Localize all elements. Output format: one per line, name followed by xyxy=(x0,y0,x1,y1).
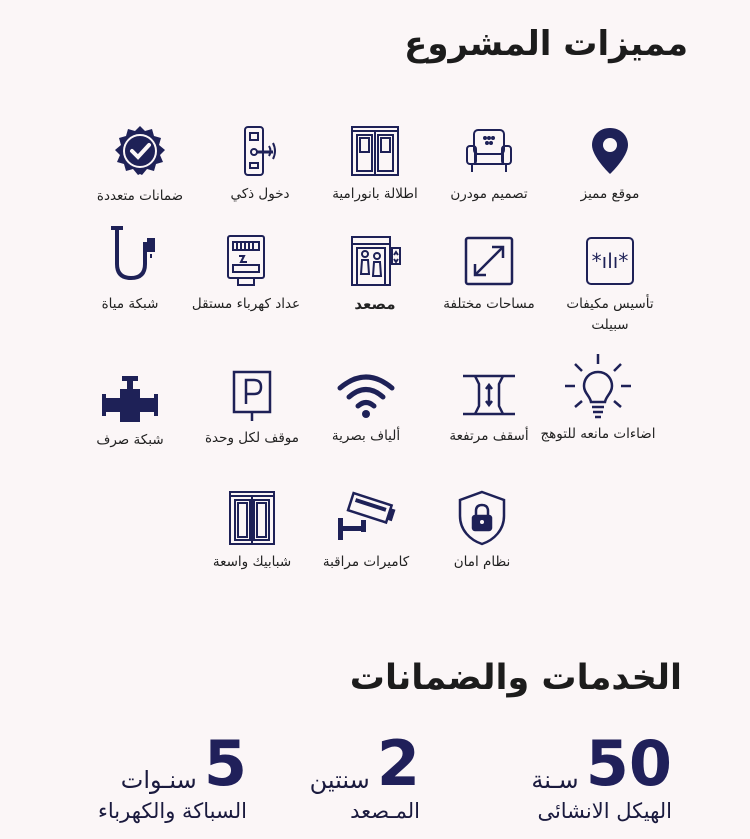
guarantee-plumbing-electric xyxy=(98,727,247,825)
cctv-camera-icon xyxy=(335,490,397,546)
window-icon xyxy=(348,124,402,178)
feature-drainage xyxy=(66,374,194,451)
feature-label: ضمانات متعددة xyxy=(96,188,184,204)
guarantee-number: 5 xyxy=(203,727,247,800)
badge-check-icon xyxy=(112,124,168,180)
guarantee-structure xyxy=(531,727,672,825)
feature-label: أسقف مرتفعة xyxy=(449,428,529,444)
feature-ceiling xyxy=(425,370,553,447)
security-shield-icon xyxy=(456,490,508,546)
guarantee-description: السباكة والكهرباء xyxy=(98,799,247,823)
guarantee-number: 2 xyxy=(376,727,420,800)
feature-label: دخول ذكي xyxy=(230,186,290,202)
feature-design xyxy=(425,124,553,205)
electric-meter-icon xyxy=(219,234,273,288)
large-window-icon xyxy=(228,490,276,546)
feature-cameras xyxy=(302,490,430,573)
elevator-icon xyxy=(348,234,402,288)
guarantee-description: المـصعد xyxy=(350,799,420,823)
feature-label: نظام امان xyxy=(453,554,511,570)
feature-areas xyxy=(425,234,553,315)
feature-label: عداد كهرباء مستقل xyxy=(191,296,301,312)
feature-label: اطلالة بانورامية xyxy=(332,186,418,202)
feature-smart-entry xyxy=(196,124,324,205)
feature-label: تصميم مودرن xyxy=(450,186,528,202)
feature-security xyxy=(418,490,546,573)
feature-panorama xyxy=(311,124,439,205)
feature-guarantees xyxy=(76,124,204,207)
feature-fiber xyxy=(302,372,430,447)
high-ceiling-icon xyxy=(461,370,517,420)
feature-parking xyxy=(188,370,316,449)
location-pin-icon xyxy=(583,124,637,178)
feature-ac xyxy=(546,234,674,336)
guarantee-number: 50 xyxy=(585,727,672,800)
features-title: مميزات المشروع xyxy=(404,24,688,64)
light-bulb-icon xyxy=(561,352,635,422)
svg-text:*ılı*: *ılı* xyxy=(591,249,629,273)
feature-label: شبكة صرف xyxy=(96,432,164,448)
valve-pipe-icon xyxy=(100,374,160,424)
feature-label: اضاءات مانعه للتوهج xyxy=(540,426,656,442)
feature-meter xyxy=(182,234,310,315)
resize-arrow-icon xyxy=(462,234,516,288)
feature-label: مساحات مختلفة xyxy=(443,296,535,312)
feature-label: شبابيك واسعة xyxy=(212,554,292,570)
smart-lock-icon xyxy=(233,124,287,178)
guarantee-unit: سنتين xyxy=(309,766,370,794)
services-title: الخدمات والضمانات xyxy=(349,658,682,698)
feature-elevator xyxy=(311,234,439,315)
feature-label: مصعد xyxy=(354,295,396,313)
wifi-icon xyxy=(336,372,396,420)
guarantee-description: الهيكل الانشائى xyxy=(537,799,672,823)
guarantee-unit: سـنة xyxy=(531,766,579,794)
guarantee-elevator xyxy=(309,727,420,825)
armchair-icon xyxy=(462,124,516,178)
feature-label: كاميرات مراقبة xyxy=(322,554,410,570)
feature-location xyxy=(546,124,674,205)
feature-label: موقف لكل وحدة xyxy=(204,430,300,446)
feature-water xyxy=(66,224,194,315)
feature-label: ألياف بصرية xyxy=(331,428,401,444)
feature-label: شبكة مياة xyxy=(101,296,159,312)
feature-label: موقع مميز xyxy=(580,186,640,202)
parking-icon xyxy=(232,370,272,422)
feature-label: تأسيس مكيفات سبيلت xyxy=(566,296,654,333)
water-pipe-icon xyxy=(101,224,159,288)
feature-lighting xyxy=(534,352,662,445)
feature-windows xyxy=(188,490,316,573)
ac-icon xyxy=(583,234,637,288)
guarantee-unit: سنـوات xyxy=(120,766,197,794)
